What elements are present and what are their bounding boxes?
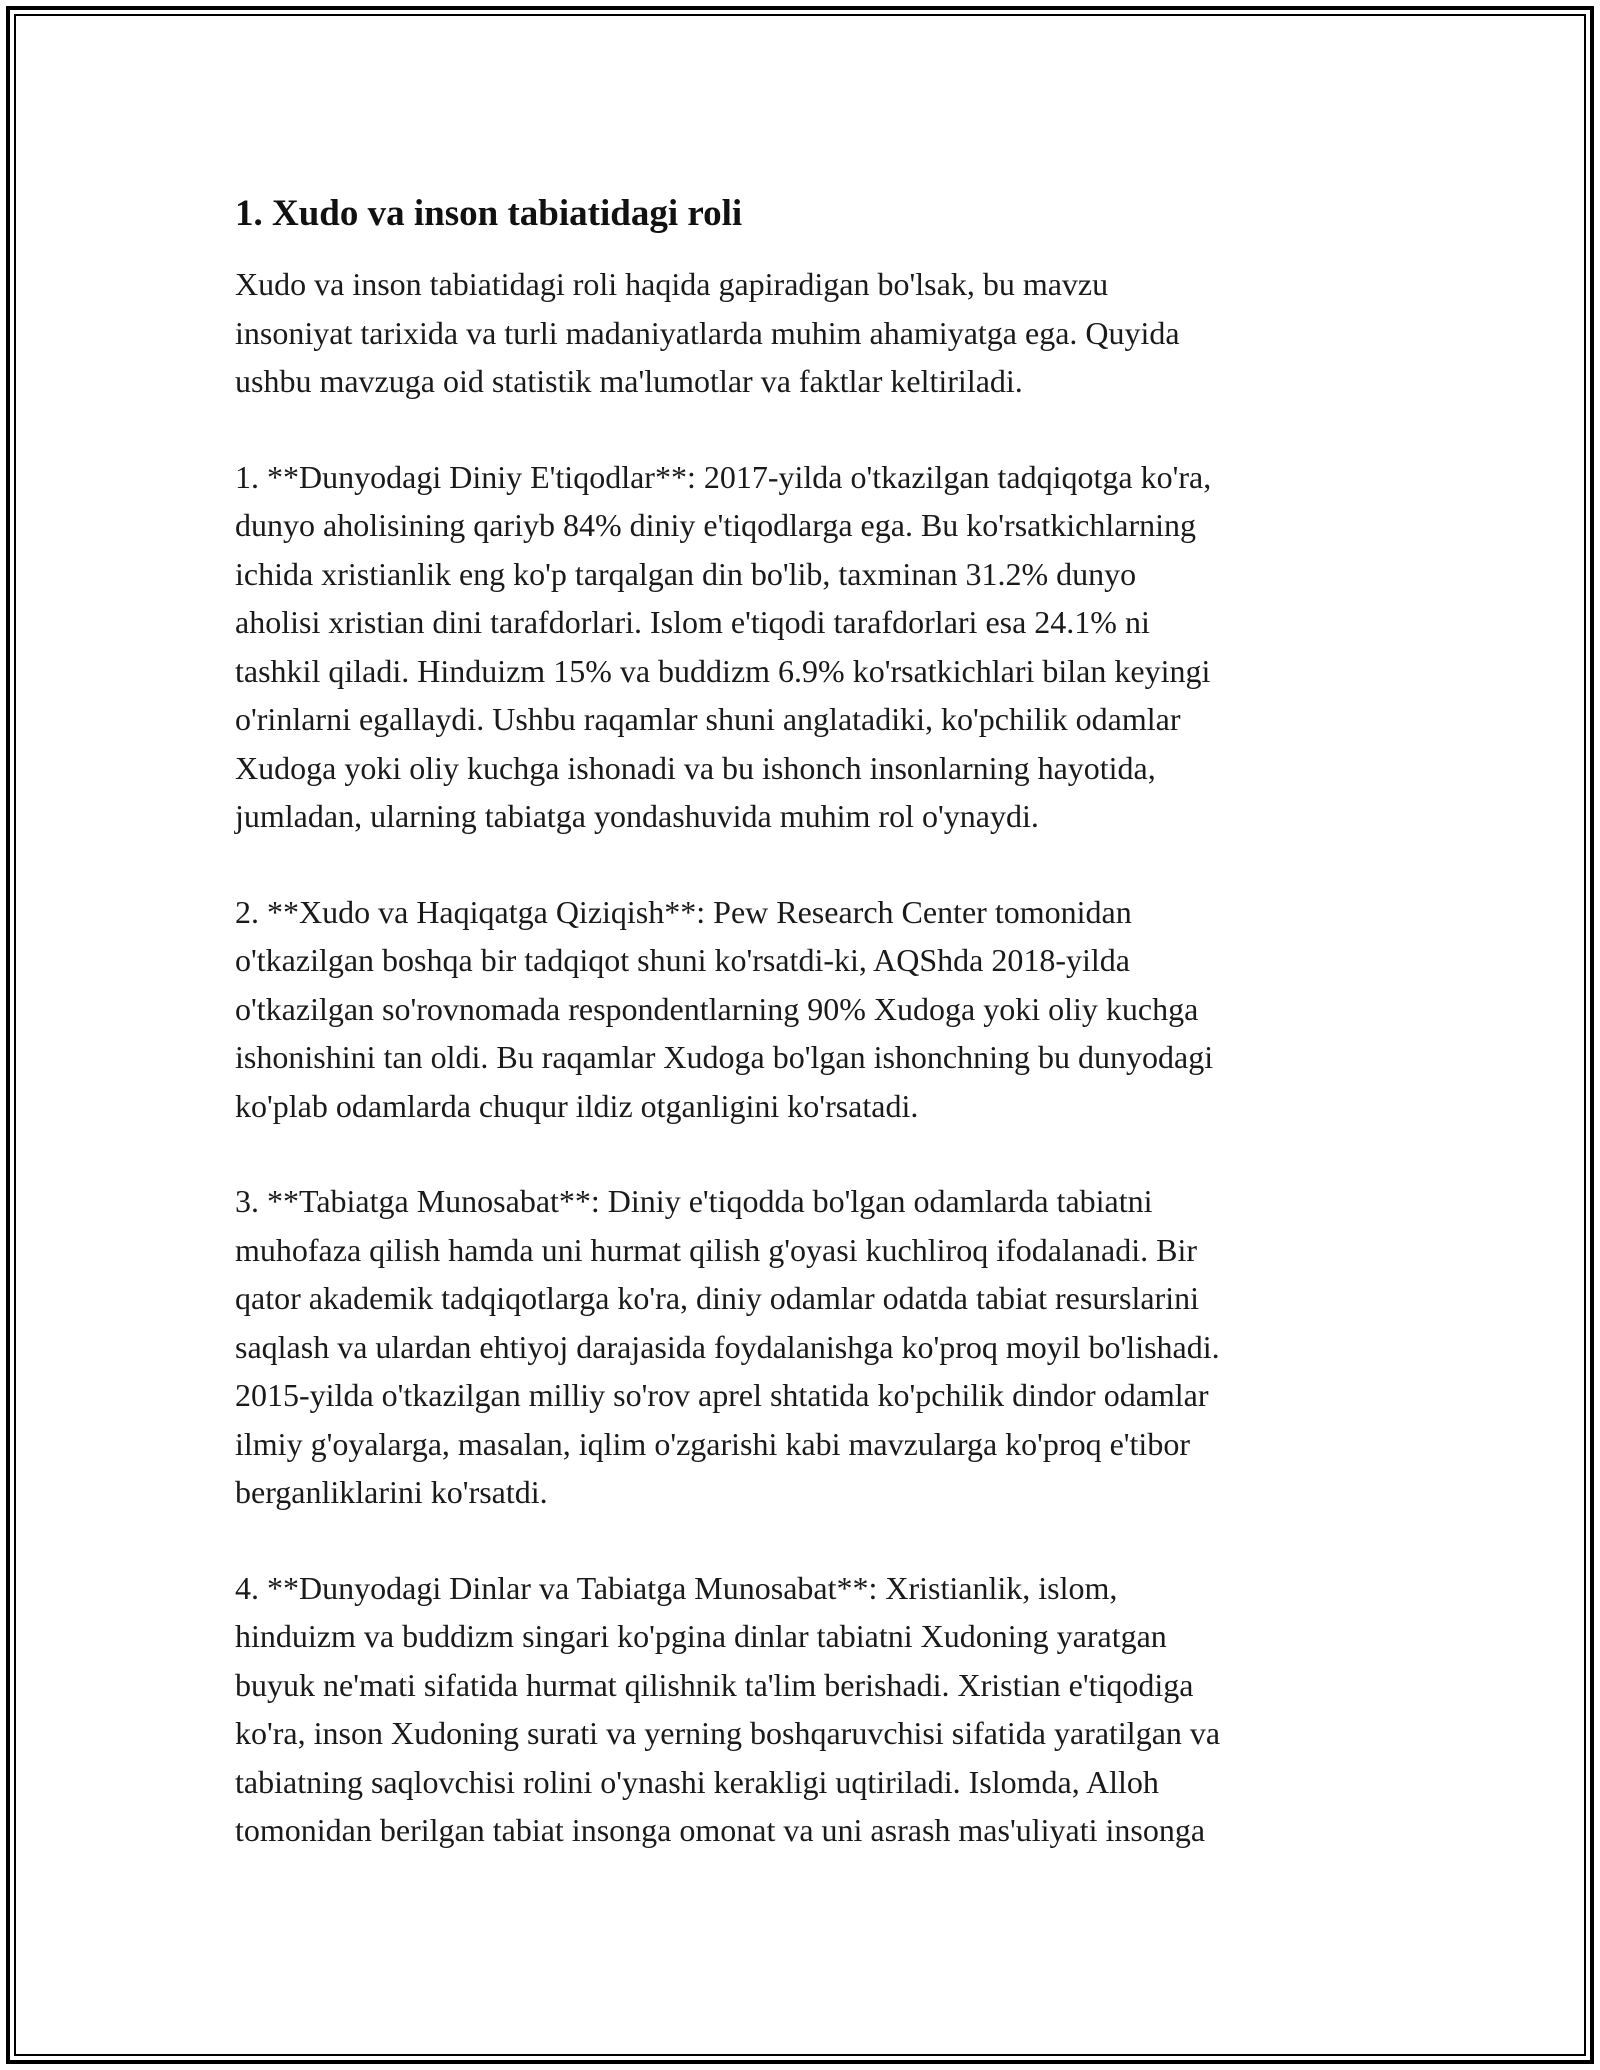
paragraph-religious-beliefs: 1. **Dunyodagi Diniy E'tiqodlar**: 2017-yilda o'tkazilgan tadqiqotga ko'ra, dunyo aholisining qariyb 84% diniy e'tiqodlarga ega. Bu ko'rsatkichlarning ichida xristianlik eng ko'p tarqalgan din bo'lib, taxminan 31.2% dunyo aholisi xristian dini tarafdorlari. Islom e'tiqodi tarafdorlari esa 24.1% ni tashkil qiladi. Hinduizm 15% va buddizm 6.9% ko'rsatkichlari bilan keyingi o'rinlarni egallaydi. Ushbu raqamlar shuni anglatadiki, ko'pchilik odamlar Xudoga yoki oliy kuchga ishonadi va bu ishonch insonlarning hayotida, jumladan, ularning tabiatga yondashuvida muhim rol o'ynaydi. <box>235 458 1212 834</box>
paragraph-religions-and-nature: 4. **Dunyodagi Dinlar va Tabiatga Munosabat**: Xristianlik, islom, hinduizm va buddizm singari ko'pgina dinlar tabiatni Xudoning yaratgan buyuk ne'mati sifatida hurmat qilishnik ta'lim berishadi. Xristian e'tiqodiga ko'ra, inson Xudoning surati va yerning boshqaruvchisi sifatida yaratilgan va tabiatning saqlovchisi rolini o'ynashi kerakligi uqtiriladi. Islomda, Alloh tomonidan berilgan tabiat insonga omonat va uni asrash mas'uliyati insonga <box>235 1569 1221 1848</box>
document-body <box>235 190 1375 1902</box>
page-title: 1. Xudo va inson tabiatidagi roli <box>235 193 743 234</box>
intro-paragraph: Xudo va inson tabiatidagi roli haqida gapiradigan bo'lsak, bu mavzu insoniyat tarixida va turli madaniyatlarda muhim ahamiyatga ega. Quyida ushbu mavzuga oid statistik ma'lumotlar va faktlar keltiriladi. <box>235 266 1180 399</box>
paragraph-interest-in-god: 2. **Xudo va Haqiqatga Qiziqish**: Pew Research Center tomonidan o'tkazilgan boshqa bir tadqiqot shuni ko'rsatdi-ki, AQShda 2018-yilda o'tkazilgan so'rovnomada respondentlarning 90% Xudoga yoki oliy kuchga ishonishini tan oldi. Bu raqamlar Xudoga bo'lgan ishonchning bu dunyodagi ko'plab odamlarda chuqur ildiz otganligini ko'rsatadi. <box>235 893 1214 1124</box>
paragraph-attitude-to-nature: 3. **Tabiatga Munosabat**: Diniy e'tiqodda bo'lgan odamlarda tabiatni muhofaza qilish hamda uni hurmat qilish g'oyasi kuchliroq ifodalanadi. Bir qator akademik tadqiqotlarga ko'ra, diniy odamlar odatda tabiat resurslarini saqlash va ulardan ehtiyoj darajasida foydalanishga ko'proq moyil bo'lishadi. 2015-yilda o'tkazilgan milliy so'rov aprel shtatida ko'pchilik dindor odamlar ilmiy g'oyalarga, masalan, iqlim o'zgarishi kabi mavzularga ko'proq e'tibor berganliklarini ko'rsatdi. <box>235 1183 1220 1510</box>
